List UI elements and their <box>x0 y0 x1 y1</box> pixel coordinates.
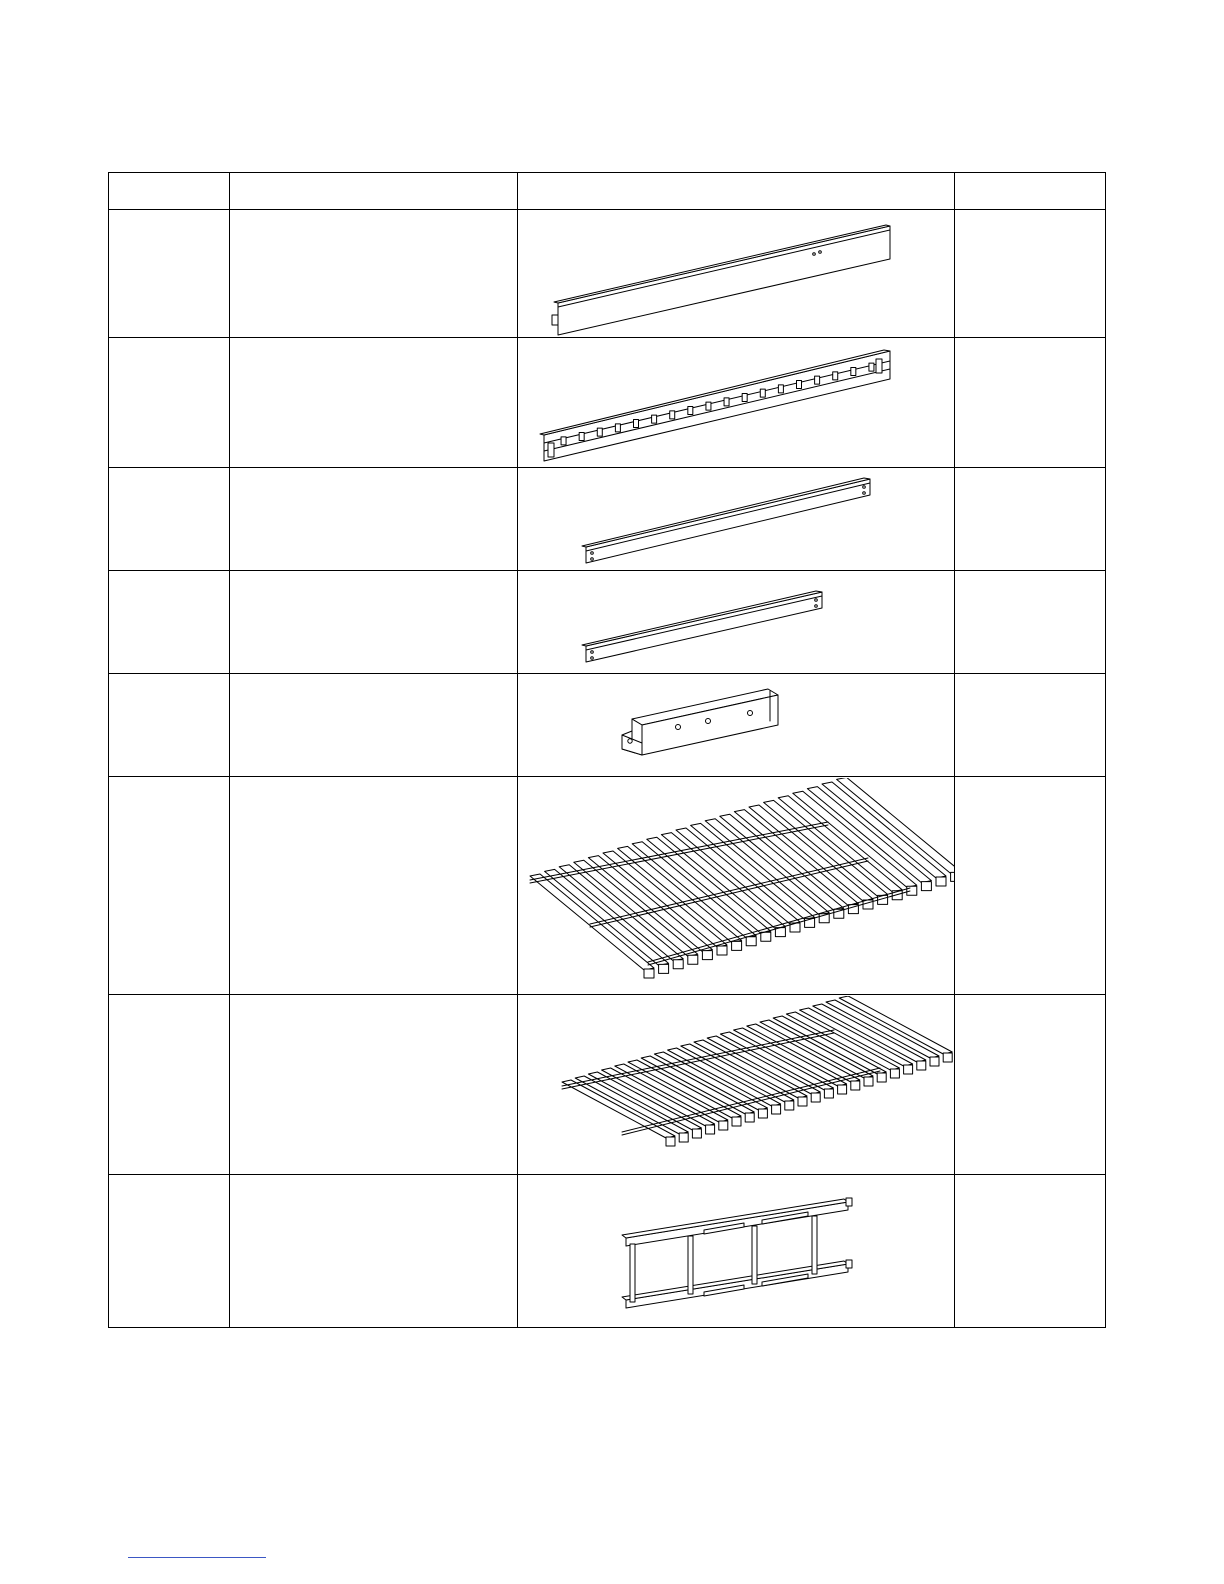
slat-end <box>798 1097 807 1106</box>
slats <box>530 778 954 978</box>
table-row <box>109 468 1106 571</box>
slat-end <box>673 959 683 968</box>
long-bar-icon <box>518 469 954 570</box>
header-description <box>230 173 518 210</box>
header-part <box>109 173 230 210</box>
qty-cell <box>955 1175 1106 1328</box>
slat-end <box>917 1061 926 1070</box>
notch <box>688 406 693 414</box>
notch <box>869 363 874 371</box>
description-cell <box>230 995 518 1175</box>
notch <box>706 402 711 410</box>
slat-end <box>921 881 931 890</box>
table-row <box>109 210 1106 338</box>
drawing-cell <box>518 995 955 1175</box>
slat-end <box>943 1053 952 1062</box>
table-row <box>109 338 1106 468</box>
part-cell <box>109 674 230 777</box>
part-cell <box>109 995 230 1175</box>
description-cell <box>230 1175 518 1328</box>
drawing-cell <box>518 468 955 571</box>
slats <box>562 996 952 1146</box>
part-cell <box>109 1175 230 1328</box>
parts-table <box>108 172 1106 1328</box>
slat-end <box>732 1117 741 1126</box>
slat-end <box>838 1085 847 1094</box>
qty-cell <box>955 674 1106 777</box>
slat-end <box>692 1129 701 1138</box>
drawing-cell <box>518 674 955 777</box>
notch <box>634 419 639 427</box>
slat-end <box>688 955 698 964</box>
slat-end <box>666 1137 675 1146</box>
table-header-row <box>109 173 1106 210</box>
slat-end <box>890 1069 899 1078</box>
drawing-cell <box>518 1175 955 1328</box>
table-row <box>109 1175 1106 1328</box>
slat-end <box>745 1113 754 1122</box>
part-cell <box>109 338 230 468</box>
slat-end <box>951 872 954 881</box>
description-cell <box>230 468 518 571</box>
description-cell <box>230 210 518 338</box>
notched-slat-rail-icon <box>518 339 954 467</box>
connector-bracket-icon <box>518 675 954 776</box>
notch <box>579 432 584 440</box>
slat-end <box>702 950 712 959</box>
notch <box>724 397 729 405</box>
slat-end <box>851 1081 860 1090</box>
header-qty <box>955 173 1106 210</box>
drawing-cell <box>518 777 955 995</box>
qty-cell <box>955 210 1106 338</box>
small-slat-frame-icon <box>518 996 954 1174</box>
slat-end <box>761 932 771 941</box>
description-cell <box>230 338 518 468</box>
slat-end <box>659 964 669 973</box>
part-cell <box>109 571 230 674</box>
drawing-cell <box>518 338 955 468</box>
qty-cell <box>955 571 1106 674</box>
notch <box>797 380 802 388</box>
description-cell <box>230 571 518 674</box>
drawing-cell <box>518 571 955 674</box>
slat-end <box>877 1073 886 1082</box>
table-row <box>109 995 1106 1175</box>
slat-end <box>785 1101 794 1110</box>
drawing-cell <box>518 210 955 338</box>
rail-board-icon <box>518 211 954 337</box>
slat-end <box>864 1077 873 1086</box>
slat-end <box>907 886 917 895</box>
part-cell <box>109 468 230 571</box>
short-bar-icon <box>518 572 954 673</box>
slat-end <box>811 1093 820 1102</box>
table-row <box>109 674 1106 777</box>
notch <box>851 367 856 375</box>
slat-end <box>644 969 654 978</box>
notch <box>597 428 602 436</box>
slat-end <box>706 1125 715 1134</box>
slat-end <box>732 941 742 950</box>
notch <box>778 384 783 392</box>
notch <box>815 376 820 384</box>
description-cell <box>230 674 518 777</box>
slat-end <box>719 1121 728 1130</box>
notch <box>670 410 675 418</box>
slat-end <box>758 1109 767 1118</box>
part-cell <box>109 777 230 995</box>
notch <box>652 415 657 423</box>
notch <box>615 423 620 431</box>
notch <box>561 436 566 444</box>
description-cell <box>230 777 518 995</box>
slat-end <box>679 1133 688 1142</box>
slat-end <box>746 936 756 945</box>
slat-end <box>930 1057 939 1066</box>
qty-cell <box>955 338 1106 468</box>
large-slat-frame-icon <box>518 778 954 994</box>
slat-end <box>717 946 727 955</box>
notch <box>742 393 747 401</box>
qty-cell <box>955 468 1106 571</box>
table-row <box>109 777 1106 995</box>
qty-cell <box>955 777 1106 995</box>
notch <box>760 389 765 397</box>
slat-end <box>904 1065 913 1074</box>
slat-end <box>772 1105 781 1114</box>
notch <box>833 371 838 379</box>
qty-cell <box>955 995 1106 1175</box>
header-drawing <box>518 173 955 210</box>
footer-link-underline <box>128 1557 266 1558</box>
ladder-frame-icon <box>518 1176 954 1327</box>
slat-end <box>936 877 946 886</box>
part-cell <box>109 210 230 338</box>
table-row <box>109 571 1106 674</box>
slat-end <box>824 1089 833 1098</box>
